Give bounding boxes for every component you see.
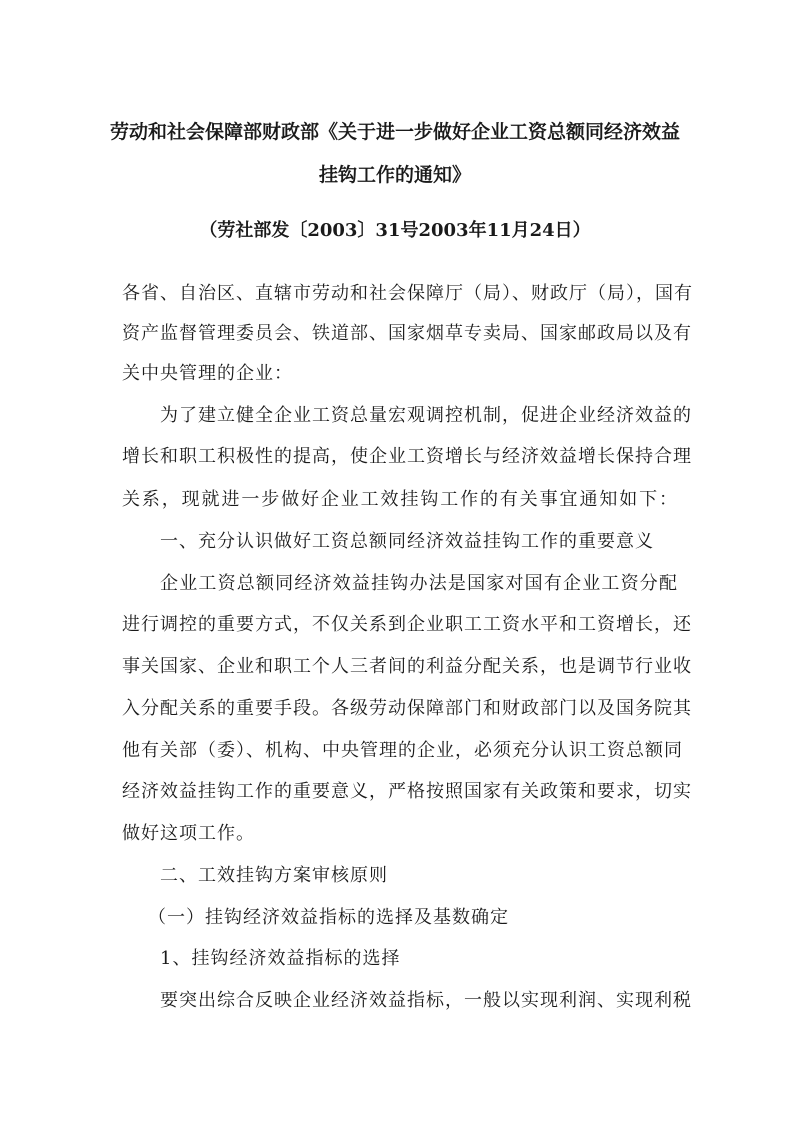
paragraph-line: 要突出综合反映企业经济效益指标，一般以实现利润、实现利税 (160, 990, 692, 1011)
intro-line: 为了建立健全企业工资总量宏观调控机制，促进企业经济效益的 (160, 405, 692, 426)
paragraph-line: 经济效益挂钩工作的重要意义，严格按照国家有关政策和要求，切实 (122, 781, 692, 802)
subsection-heading: （一）挂钩经济效益指标的选择及基数确定 (148, 907, 509, 928)
paragraph-line: 事关国家、企业和职工个人三者间的利益分配关系，也是调节行业收 (122, 656, 692, 677)
paragraph-line: 进行调控的重要方式，不仅关系到企业职工工资水平和工资增长，还 (122, 614, 692, 635)
paragraph-line: 企业工资总额同经济效益挂钩办法是国家对国有企业工资分配 (160, 573, 678, 594)
item-heading: 1、挂钩经济效益指标的选择 (160, 948, 401, 969)
paragraph-line: 做好这项工作。 (122, 823, 255, 844)
paragraph-line: 他有关部（委）、机构、中央管理的企业，必须充分认识工资总额同 (122, 740, 683, 761)
addressee-line: 各省、自治区、直辖市劳动和社会保障厅（局）、财政厅（局），国有 (122, 283, 693, 304)
document-title-line-2: 挂钩工作的通知》 (318, 164, 471, 186)
addressee-line: 关中央管理的企业： (122, 363, 293, 384)
section-heading: 二、工效挂钩方案审核原则 (160, 865, 388, 886)
intro-line: 增长和职工积极性的提高，使企业工资增长与经济效益增长保持合理 (122, 446, 692, 467)
section-heading: 一、充分认识做好工资总额同经济效益挂钩工作的重要意义 (160, 531, 654, 552)
document-title-line-1: 劳动和社会保障部财政部《关于进一步做好企业工资总额同经济效益 (109, 121, 680, 143)
addressee-line: 资产监督管理委员会、铁道部、国家烟草专卖局、国家邮政局以及有 (122, 323, 692, 344)
document-subtitle: （劳社部发〔2003〕31号2003年11月24日） (199, 220, 591, 241)
paragraph-line: 入分配关系的重要手段。各级劳动保障部门和财政部门以及国务院其 (122, 698, 692, 719)
intro-line: 关系，现就进一步做好企业工效挂钩工作的有关事宜通知如下： (122, 489, 678, 510)
